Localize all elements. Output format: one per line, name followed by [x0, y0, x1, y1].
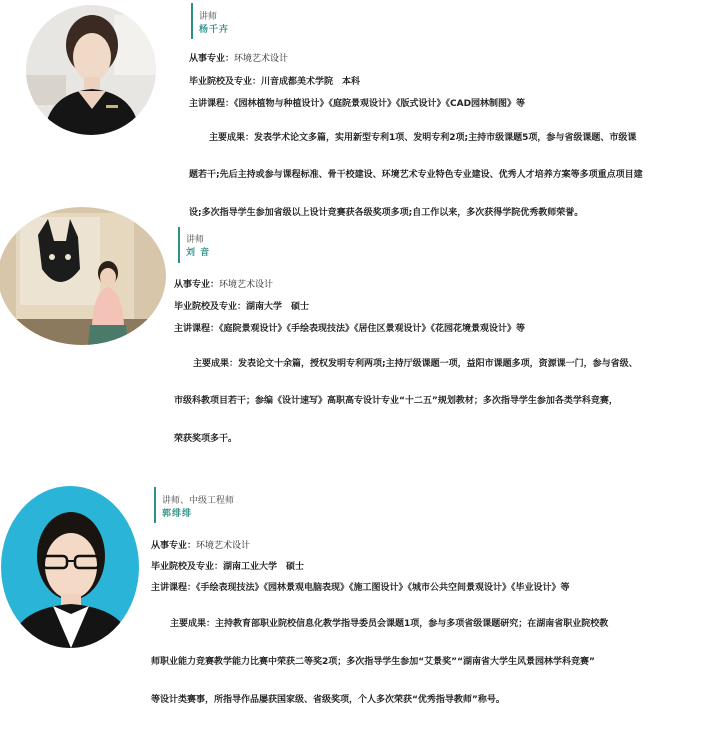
courses-label: 主讲课程：	[174, 324, 220, 334]
courses-value: 《园林植物与种植设计》《庭院景观设计》《版式设计》《CAD园林制图》等	[234, 99, 526, 109]
school-value: 湖南工业大学 硕士	[223, 562, 305, 572]
courses-line-1	[189, 96, 525, 109]
courses-value: 《庭院景观设计》《手绘表现技法》《居住区景观设计》《花园花境景观设计》等	[219, 324, 526, 334]
accent-bar-3	[154, 487, 156, 523]
achievements-line: 荣获奖项多干。	[174, 434, 238, 444]
teacher-photo-2	[0, 207, 166, 345]
teacher-name-1: 杨千卉	[199, 25, 230, 35]
major-line-1	[189, 51, 288, 64]
teacher-role-3: 讲师、中级工程师	[162, 496, 235, 506]
major-label: 从事专业：	[174, 280, 220, 290]
major-line-3	[151, 538, 250, 551]
teacher-name-3: 郭绯绯	[162, 509, 193, 519]
courses-line-2	[174, 321, 525, 334]
courses-value: 《手绘表现技法》《园林景观电脑表现》《施工图设计》《城市公共空间景观设计》《毕业设计》等	[196, 583, 570, 593]
achievements-line: 市级科教项目若干；参编《设计速写》高职高专设计专业“十二五”规划教材；多次指导学生参加各类学科竞赛，	[174, 396, 618, 406]
portrait-image	[26, 5, 156, 135]
courses-label: 主讲课程：	[189, 99, 235, 109]
courses-label: 主讲课程：	[151, 583, 197, 593]
school-label: 毕业院校及专业：	[189, 77, 262, 87]
portrait-image	[1, 486, 139, 648]
major-line-2	[174, 277, 273, 290]
school-value: 湖南大学 硕士	[246, 302, 310, 312]
achievements-line: 主要成果：发表学术论文多篇，实用新型专利1项、发明专利2项;主持市级课题5项，参与省级课题、市级课	[209, 133, 637, 143]
teacher-role-2: 讲师	[186, 235, 205, 245]
major-label: 从事专业：	[189, 54, 235, 64]
school-label: 毕业院校及专业：	[151, 562, 224, 572]
achievements-line: 主要成果：发表论文十余篇，授权发明专利两项;主持厅级课题一项，益阳市课题多项，资源课一门，参与省级、	[193, 359, 638, 369]
teacher-role-1: 讲师	[199, 12, 218, 22]
school-line-3	[151, 559, 304, 572]
major-value: 环境艺术设计	[219, 280, 274, 290]
major-label: 从事专业：	[151, 541, 197, 551]
achievements-line: 等设计类赛事，所指导作品屡获国家级、省级奖项，个人多次荣获“优秀指导教师”称号。	[151, 695, 505, 705]
achievements-line: 师职业能力竞赛教学能力比赛中荣获二等奖2项；多次指导学生参加“艾景奖”“湖南省大学生风景园林学科竞赛”	[151, 657, 595, 667]
teacher-photo-3	[1, 486, 139, 648]
school-label: 毕业院校及专业：	[174, 302, 247, 312]
courses-line-3	[151, 580, 570, 593]
school-line-1	[189, 74, 360, 87]
achievements-line: 主要成果：主持教育部职业院校信息化教学指导委员会课题1项，参与多项省级课题研究；在湖南省职业院校教	[170, 619, 609, 629]
achievements-line: 题若干;先后主持或参与课程标准、骨干校建设、环境艺术专业特色专业建设、优秀人才培养方案等多项重点项目建	[189, 170, 643, 180]
portrait-image	[0, 207, 166, 345]
teacher-photo-1	[26, 5, 156, 135]
major-value: 环境艺术设计	[196, 541, 251, 551]
school-value: 川音成都美术学院 本科	[261, 77, 361, 87]
major-value: 环境艺术设计	[234, 54, 289, 64]
achievements-line: 设;多次指导学生参加省级以上设计竞赛获各级奖项多项;自工作以来，多次获得学院优秀教师荣誉。	[189, 208, 584, 218]
teacher-name-2: 刘 音	[186, 248, 211, 258]
accent-bar-2	[178, 227, 180, 263]
school-line-2	[174, 299, 309, 312]
accent-bar-1	[191, 3, 193, 39]
